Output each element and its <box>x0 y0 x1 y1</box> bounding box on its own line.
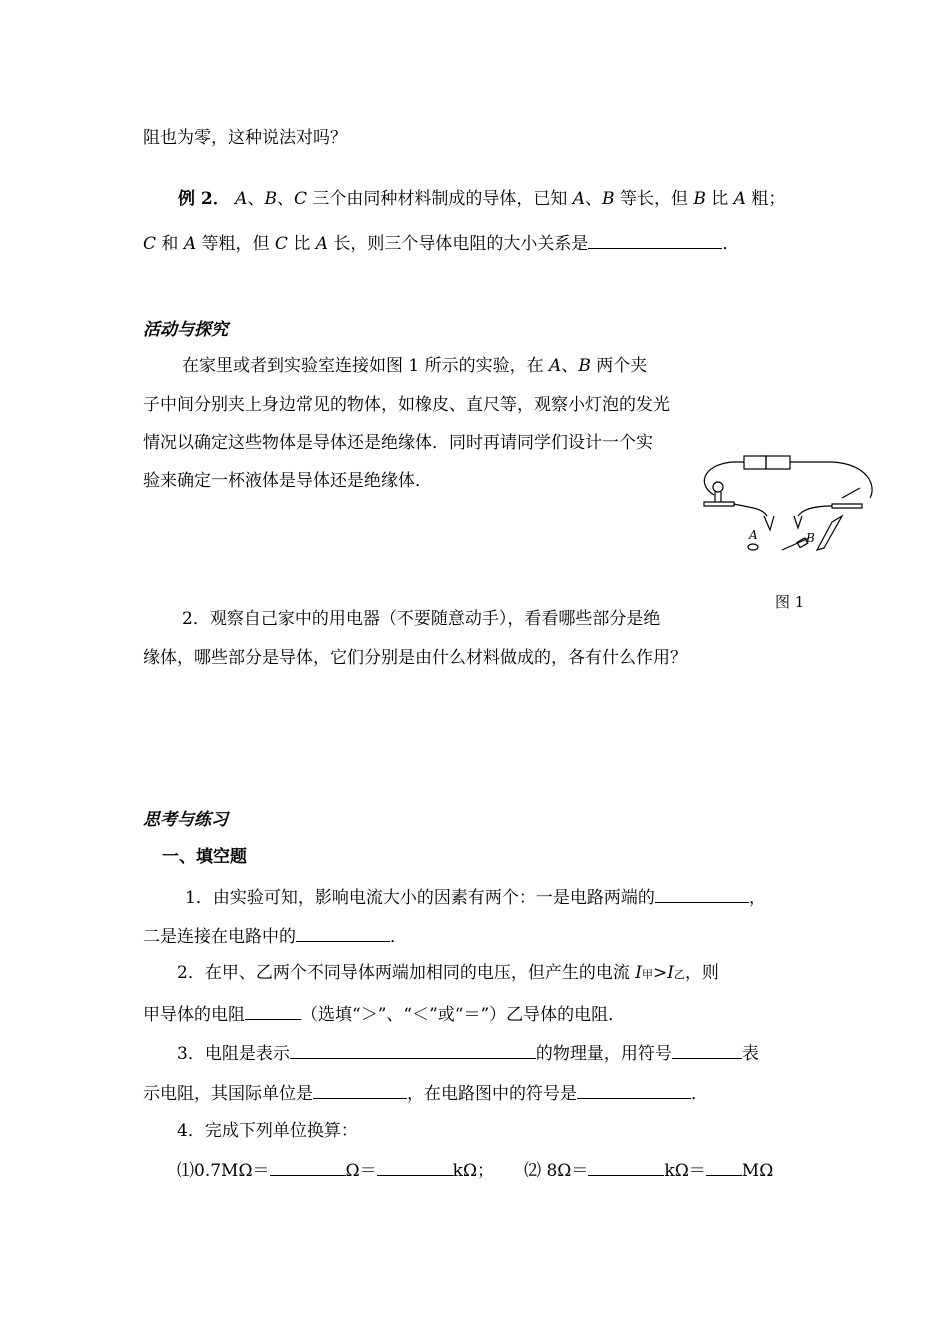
answer-blank[interactable] <box>296 923 390 942</box>
answer-blank[interactable] <box>290 1040 536 1059</box>
example-label: 例 2． <box>178 189 230 209</box>
subscript: 甲 <box>641 968 653 981</box>
var-b: B <box>578 356 591 376</box>
var-b: B <box>602 189 615 209</box>
answer-blank[interactable] <box>655 884 749 903</box>
text: ⑵ 8Ω＝ <box>524 1161 589 1181</box>
answer-blank[interactable] <box>270 1157 346 1176</box>
subscript: 乙 <box>673 968 685 981</box>
label-a: A <box>749 528 758 542</box>
text: ， <box>748 888 766 908</box>
text-line <box>143 126 347 150</box>
var-a: A <box>315 234 329 254</box>
text: ，在电路图中的符号是 <box>407 1084 577 1104</box>
text: ⑴0.7MΩ＝ <box>177 1161 270 1181</box>
answer-blank[interactable] <box>377 1157 453 1176</box>
text: 示电阻，其国际单位是 <box>143 1084 313 1104</box>
answer-blank[interactable] <box>577 1080 691 1099</box>
var-c: C <box>274 234 288 254</box>
var-b: B <box>693 189 706 209</box>
text: ，则 <box>684 963 719 983</box>
var-a: A <box>549 356 562 376</box>
sep: 、 <box>585 189 603 209</box>
text: Ω＝ <box>345 1161 377 1181</box>
text: 三个由同种材料制成的导体，已知 <box>306 189 573 209</box>
answer-blank[interactable] <box>588 1157 664 1176</box>
text: 比 <box>705 189 734 209</box>
question-4-line-2 <box>177 1157 773 1183</box>
section-heading-activity: 活动与探究 <box>143 320 228 340</box>
text: 2．在甲、乙两个不同导体两端加相同的电压，但产生的电流 <box>177 963 636 983</box>
text: 等粗，但 <box>196 234 275 254</box>
var-c: C <box>143 234 157 254</box>
var-c: C <box>293 189 307 209</box>
text: 两个夹 <box>590 356 648 376</box>
section-subheading: 一、填空题 <box>162 847 247 867</box>
activity-line-3: 情况以确定这些物体是导体还是绝缘体．同时再请同学们设计一个实 <box>143 433 653 453</box>
text: 和 <box>156 234 184 254</box>
text: 等长，但 <box>614 189 694 209</box>
var-a: A <box>183 234 197 254</box>
text: 在家里或者到实验室连接如图 1 所示的实验，在 <box>182 356 550 376</box>
text: 1．由实验可知，影响电流大小的因素有两个：一是电路两端的 <box>185 888 655 908</box>
var-a: A <box>733 189 746 209</box>
var-a: A <box>572 189 586 209</box>
var-a: A <box>235 189 248 209</box>
sep: 、 <box>247 189 265 209</box>
question-4-line-1: 4．完成下列单位换算： <box>177 1121 358 1141</box>
question-2-line-2 <box>143 1001 625 1027</box>
text: ． <box>390 927 407 947</box>
question-2-line-1 <box>177 961 719 987</box>
text: ． <box>691 1084 708 1104</box>
var-i: I <box>635 963 642 983</box>
answer-blank[interactable] <box>245 1001 301 1020</box>
text: 阻也为零，这种说法对吗？ <box>143 128 347 148</box>
sep: 、 <box>561 356 579 376</box>
text: 长，则三个导体电阻的大小关系是 <box>328 234 589 254</box>
text: MΩ <box>741 1161 774 1181</box>
answer-blank[interactable] <box>588 230 722 249</box>
activity-line-1 <box>182 354 647 378</box>
section-heading-practice: 思考与练习 <box>143 810 228 830</box>
text: 3．电阻是表示 <box>177 1044 290 1064</box>
example-2-line-2 <box>143 230 739 256</box>
text: 二是连接在电路中的 <box>143 927 296 947</box>
var-b: B <box>264 189 277 209</box>
question-1-line-2 <box>143 923 407 949</box>
figure-caption: 图 1 <box>775 593 805 611</box>
question-3-line-2 <box>143 1080 708 1106</box>
text: 甲导体的电阻 <box>143 1005 245 1025</box>
activity-line-2: 子中间分别夹上身边常见的物体，如橡皮、直尺等，观察小灯泡的发光 <box>143 395 670 415</box>
question-1-line-1 <box>185 884 766 910</box>
activity-q2-line-1: 2．观察自己家中的用电器（不要随意动手），看看哪些部分是绝 <box>182 609 661 629</box>
answer-blank[interactable] <box>313 1080 407 1099</box>
text: kΩ＝ <box>664 1161 706 1181</box>
answer-blank[interactable] <box>706 1157 742 1176</box>
text: kΩ； <box>452 1161 495 1181</box>
circuit-figure <box>692 450 882 565</box>
text: 表 <box>741 1044 759 1064</box>
sep: 、 <box>276 189 294 209</box>
activity-line-4: 验来确定一杯液体是导体还是绝缘体． <box>143 471 432 491</box>
question-3-line-1 <box>177 1040 759 1066</box>
activity-q2-line-2: 缘体，哪些部分是导体，它们分别是由什么材料做成的，各有什么作用？ <box>143 648 687 668</box>
text: 粗； <box>745 189 786 209</box>
example-2-line-1 <box>178 187 785 211</box>
text: （选填“＞”、“＜”或“＝”）乙导体的电阻． <box>301 1005 626 1025</box>
text: 比 <box>287 234 316 254</box>
text: 的物理量，用符号 <box>535 1044 672 1064</box>
label-b: B <box>806 531 815 545</box>
answer-blank[interactable] <box>672 1040 742 1059</box>
text: > <box>652 963 668 983</box>
text: ． <box>722 234 740 254</box>
var-i: I <box>667 963 674 983</box>
